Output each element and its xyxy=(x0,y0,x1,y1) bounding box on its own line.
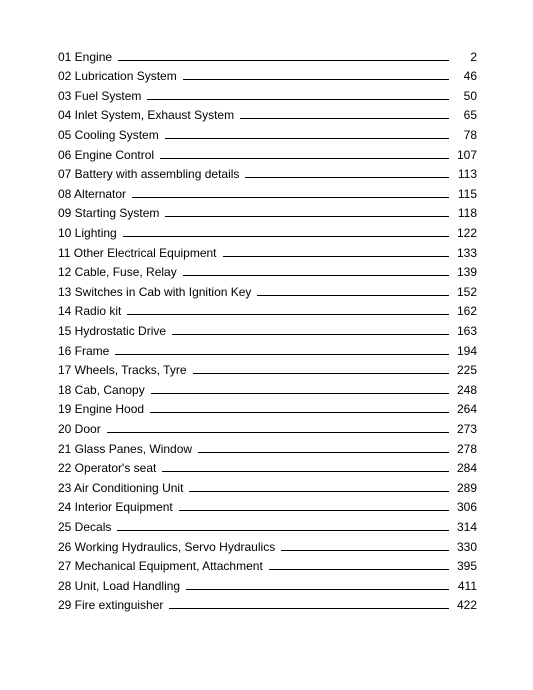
toc-leader-line xyxy=(257,295,449,296)
toc-entry-title: 14 Radio kit xyxy=(58,304,122,319)
toc-leader-line xyxy=(162,471,449,472)
toc-entry-title: 09 Starting System xyxy=(58,206,160,221)
toc-entry-page-number: 133 xyxy=(456,245,477,260)
toc-entry[interactable] xyxy=(58,181,477,201)
toc-entry-title: 23 Air Conditioning Unit xyxy=(58,480,184,495)
toc-entry-title: 25 Decals xyxy=(58,519,112,534)
toc-entry[interactable] xyxy=(58,397,477,417)
toc-entry-title: 26 Working Hydraulics, Servo Hydraulics xyxy=(58,539,276,554)
toc-entry-title: 05 Cooling System xyxy=(58,127,159,142)
toc-entry[interactable] xyxy=(58,83,477,103)
toc-entry[interactable] xyxy=(58,122,477,142)
toc-entry-title: 11 Other Electrical Equipment xyxy=(58,245,217,260)
toc-entry-page-number: 46 xyxy=(463,69,477,84)
toc-leader-line xyxy=(169,608,449,609)
toc-entry[interactable] xyxy=(58,495,477,515)
toc-entry[interactable] xyxy=(58,554,477,574)
toc-leader-line xyxy=(193,373,450,374)
toc-entry[interactable] xyxy=(58,514,477,534)
toc-leader-line xyxy=(160,158,449,159)
toc-entry-title: 27 Mechanical Equipment, Attachment xyxy=(58,559,263,574)
toc-entry-page-number: 163 xyxy=(456,323,477,338)
toc-leader-line xyxy=(172,334,449,335)
toc-entry-title: 29 Fire extinguisher xyxy=(58,598,164,613)
toc-entry-page-number: 411 xyxy=(457,578,477,593)
toc-entry-page-number: 50 xyxy=(463,88,477,103)
toc-entry-page-number: 113 xyxy=(457,167,477,182)
toc-entry-title: 20 Door xyxy=(58,421,101,436)
toc-entry[interactable] xyxy=(58,201,477,221)
toc-leader-line xyxy=(127,314,449,315)
toc-entry[interactable] xyxy=(58,338,477,358)
toc-entry-title: 04 Inlet System, Exhaust System xyxy=(58,108,235,123)
toc-entry[interactable] xyxy=(58,416,477,436)
toc-entry[interactable] xyxy=(58,377,477,397)
toc-leader-line xyxy=(123,236,449,237)
toc-entry-page-number: 162 xyxy=(456,304,477,319)
toc-entry[interactable] xyxy=(58,593,477,613)
toc-entry-title: 22 Operator's seat xyxy=(58,461,157,476)
toc-entry[interactable] xyxy=(58,475,477,495)
toc-entry[interactable] xyxy=(58,44,477,64)
toc-leader-line xyxy=(117,530,449,531)
toc-entry-page-number: 152 xyxy=(456,284,477,299)
toc-entry-title: 02 Lubrication System xyxy=(58,69,177,84)
toc-leader-line xyxy=(223,256,449,257)
toc-leader-line xyxy=(183,79,449,80)
toc-leader-line xyxy=(281,550,449,551)
toc-entry[interactable] xyxy=(58,220,477,240)
toc-entry-page-number: 225 xyxy=(456,363,477,378)
toc-leader-line xyxy=(107,432,449,433)
toc-entry-page-number: 78 xyxy=(463,127,477,142)
toc-leader-line xyxy=(198,452,449,453)
toc-leader-line xyxy=(245,177,449,178)
toc-entry[interactable] xyxy=(58,162,477,182)
toc-entry-page-number: 330 xyxy=(456,539,477,554)
toc-entry-title: 13 Switches in Cab with Ignition Key xyxy=(58,284,252,299)
toc-leader-line xyxy=(183,275,449,276)
toc-entry[interactable] xyxy=(58,318,477,338)
toc-entry-title: 17 Wheels, Tracks, Tyre xyxy=(58,363,187,378)
toc-entry-title: 08 Alternator xyxy=(58,186,127,201)
toc-entry-title: 16 Frame xyxy=(58,343,110,358)
toc-entry[interactable] xyxy=(58,299,477,319)
toc-leader-line xyxy=(165,216,449,217)
toc-leader-line xyxy=(132,197,449,198)
toc-entry-title: 19 Engine Hood xyxy=(58,402,145,417)
toc-leader-line xyxy=(151,393,449,394)
toc-entry-page-number: 278 xyxy=(456,441,477,456)
toc-entry[interactable] xyxy=(58,142,477,162)
toc-entry-page-number: 314 xyxy=(456,519,477,534)
toc-leader-line xyxy=(150,412,449,413)
toc-entry-title: 01 Engine xyxy=(58,49,113,64)
toc-entry[interactable] xyxy=(58,64,477,84)
toc-entry-title: 28 Unit, Load Handling xyxy=(58,578,181,593)
toc-entry-title: 12 Cable, Fuse, Relay xyxy=(58,265,177,280)
toc-entry-page-number: 273 xyxy=(456,421,477,436)
toc-leader-line xyxy=(179,510,449,511)
toc-entry-page-number: 122 xyxy=(456,225,477,240)
toc-entry[interactable] xyxy=(58,240,477,260)
toc-leader-line xyxy=(165,138,449,139)
toc-entry-page-number: 107 xyxy=(456,147,477,162)
toc-entry-title: 24 Interior Equipment xyxy=(58,500,173,515)
toc-entry-page-number: 248 xyxy=(456,382,477,397)
toc-entry-page-number: 306 xyxy=(456,500,477,515)
toc-entry[interactable] xyxy=(58,534,477,554)
toc-entry-title: 06 Engine Control xyxy=(58,147,155,162)
toc-entry[interactable] xyxy=(58,436,477,456)
toc-leader-line xyxy=(115,354,449,355)
toc-entry-page-number: 284 xyxy=(456,461,477,476)
toc-entry-title: 15 Hydrostatic Drive xyxy=(58,323,167,338)
toc-entry-title: 03 Fuel System xyxy=(58,88,142,103)
toc-entry-page-number: 65 xyxy=(463,108,477,123)
toc-entry-page-number: 422 xyxy=(456,598,477,613)
toc-entry-title: 21 Glass Panes, Window xyxy=(58,441,193,456)
toc-entry-page-number: 395 xyxy=(456,559,477,574)
toc-leader-line xyxy=(118,60,449,61)
toc-entry[interactable] xyxy=(58,103,477,123)
toc-entry-page-number: 2 xyxy=(470,49,477,64)
toc-entry-title: 07 Battery with assembling details xyxy=(58,167,240,182)
toc-entry[interactable] xyxy=(58,456,477,476)
toc-leader-line xyxy=(269,569,449,570)
toc-entry[interactable] xyxy=(58,358,477,378)
toc-leader-line xyxy=(189,491,449,492)
toc-entry[interactable] xyxy=(58,573,477,593)
toc-entry-page-number: 264 xyxy=(456,402,477,417)
toc-entry-page-number: 118 xyxy=(457,206,477,221)
toc-entry-page-number: 289 xyxy=(456,480,477,495)
toc-entry-page-number: 115 xyxy=(457,186,477,201)
toc-leader-line xyxy=(186,589,449,590)
toc-entry-page-number: 139 xyxy=(456,265,477,280)
toc-leader-line xyxy=(147,99,449,100)
toc-leader-line xyxy=(240,118,449,119)
toc-entry-title: 18 Cab, Canopy xyxy=(58,382,145,397)
toc-entry-page-number: 194 xyxy=(456,343,477,358)
toc-entry[interactable] xyxy=(58,279,477,299)
toc-entry-title: 10 Lighting xyxy=(58,225,117,240)
toc-entry[interactable] xyxy=(58,260,477,280)
